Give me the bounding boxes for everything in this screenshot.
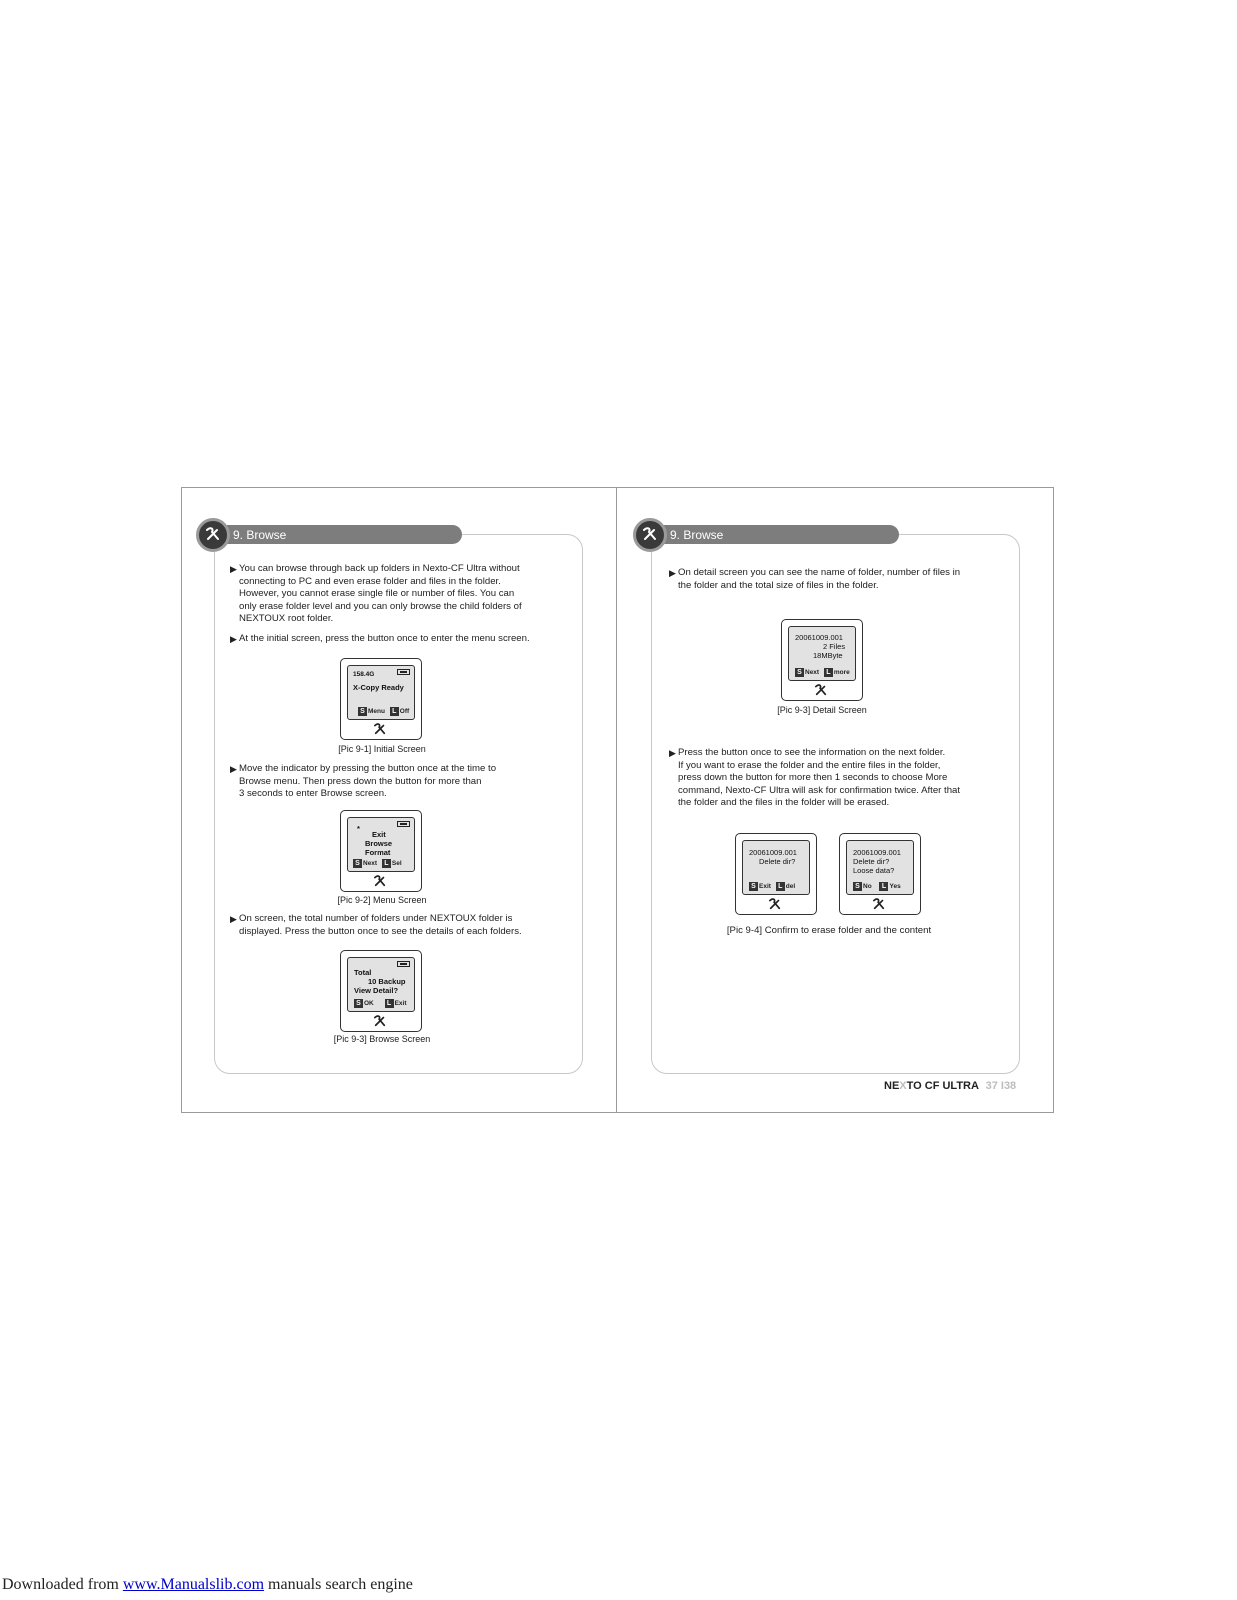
device-menu-screen — [340, 810, 422, 892]
nexto-logo-icon — [372, 723, 388, 735]
download-notice: Downloaded from www.Manualslib.com manuals search engine — [2, 1576, 413, 1593]
page-37 — [182, 488, 618, 1112]
device-browse-screen — [340, 950, 422, 1032]
nexto-logo-icon — [372, 875, 388, 887]
bullet-arrow-icon: ▶ — [669, 748, 676, 758]
battery-icon — [397, 961, 410, 967]
nexto-logo-icon — [871, 898, 887, 910]
soft-key-row: S Menu L Off — [358, 707, 412, 716]
manual-spread — [181, 487, 1054, 1113]
soft-key-row: S Next L Sel — [353, 859, 405, 868]
device-detail-screen — [781, 619, 863, 701]
lcd-display: 20061009.001 2 Files 18MByte S Next L more — [788, 626, 856, 681]
nexto-logo-icon — [372, 1015, 388, 1027]
paragraph: ▶ Press the button once to see the information on the next folder. If you want to erase the folder and the entire files in the folder, press down the button for more then 1 seconds to choose More command, Nexto-CF Ultra will ask for confirmation twice. After that the folder and the files in the folder will be erased. — [669, 747, 961, 808]
device-confirm-delete-screen — [735, 833, 817, 915]
nexto-logo-icon — [767, 898, 783, 910]
soft-key-row: S OK L Exit — [354, 999, 409, 1008]
paragraph: ▶ On screen, the total number of folders under NEXTOUX folder is displayed. Press the button once to see the details of each folders. — [230, 913, 522, 937]
device-confirm-loose-data-screen — [839, 833, 921, 915]
lcd-display: * Exit Browse Format S Next L Sel — [347, 817, 415, 872]
footer-brand: NEXTO CF ULTRA 37 I38 — [884, 1080, 1017, 1092]
lcd-display: 158.4G X-Copy Ready S Menu L Off — [347, 665, 415, 720]
nexto-logo-icon — [813, 684, 829, 696]
soft-key-row: S Exit L del — [749, 882, 798, 891]
lcd-display: Total 10 Backup View Detail? S OK L Exit — [347, 957, 415, 1012]
figure-caption: [Pic 9-1] Initial Screen — [338, 744, 426, 754]
paragraph: ▶ On detail screen you can see the name of folder, number of files in the folder and the total size of files in the folder. — [669, 567, 961, 591]
paragraph: ▶ You can browse through back up folders in Nexto-CF Ultra without connecting to PC and even erase folder and files in the folder. However, you cannot erase single file or number of files. You can only erase folder level and you can only browse the child folders of NEXTOUX root folder. — [230, 563, 522, 624]
figure-caption: [Pic 9-4] Confirm to erase folder and the content — [726, 925, 932, 936]
soft-key-row: S Next L more — [795, 668, 853, 677]
bullet-arrow-icon: ▶ — [230, 764, 237, 774]
manualslib-link[interactable]: www.Manualslib.com — [122, 1576, 265, 1593]
page-numbers: 37 I38 — [985, 1080, 1017, 1092]
figure-caption: [Pic 9-3] Browse Screen — [333, 1034, 431, 1044]
figure-caption: [Pic 9-2] Menu Screen — [337, 895, 427, 905]
paragraph: ▶ At the initial screen, press the button once to enter the menu screen. — [230, 633, 530, 644]
nexto-logo-icon — [633, 518, 667, 552]
bullet-arrow-icon: ▶ — [230, 634, 237, 644]
lcd-display: 20061009.001 Delete dir? Loose data? S No L Yes — [846, 840, 914, 895]
lcd-display: 20061009.001 Delete dir? S Exit L del — [742, 840, 810, 895]
battery-icon — [397, 669, 410, 675]
figure-caption: [Pic 9-3] Detail Screen — [777, 705, 867, 715]
bullet-arrow-icon: ▶ — [230, 914, 237, 924]
soft-key-row: S No L Yes — [853, 882, 904, 891]
device-initial-screen — [340, 658, 422, 740]
page-38 — [619, 488, 1055, 1112]
section-title: 9. Browse — [670, 528, 724, 542]
bullet-arrow-icon: ▶ — [669, 568, 676, 578]
bullet-arrow-icon: ▶ — [230, 564, 237, 574]
section-title: 9. Browse — [233, 528, 287, 542]
paragraph: ▶ Move the indicator by pressing the button once at the time to Browse menu. Then press down the button for more than 3 seconds to enter Browse screen. — [230, 763, 497, 799]
nexto-logo-icon — [196, 518, 230, 552]
battery-icon — [397, 821, 410, 827]
page-fold-divider — [616, 487, 617, 1113]
